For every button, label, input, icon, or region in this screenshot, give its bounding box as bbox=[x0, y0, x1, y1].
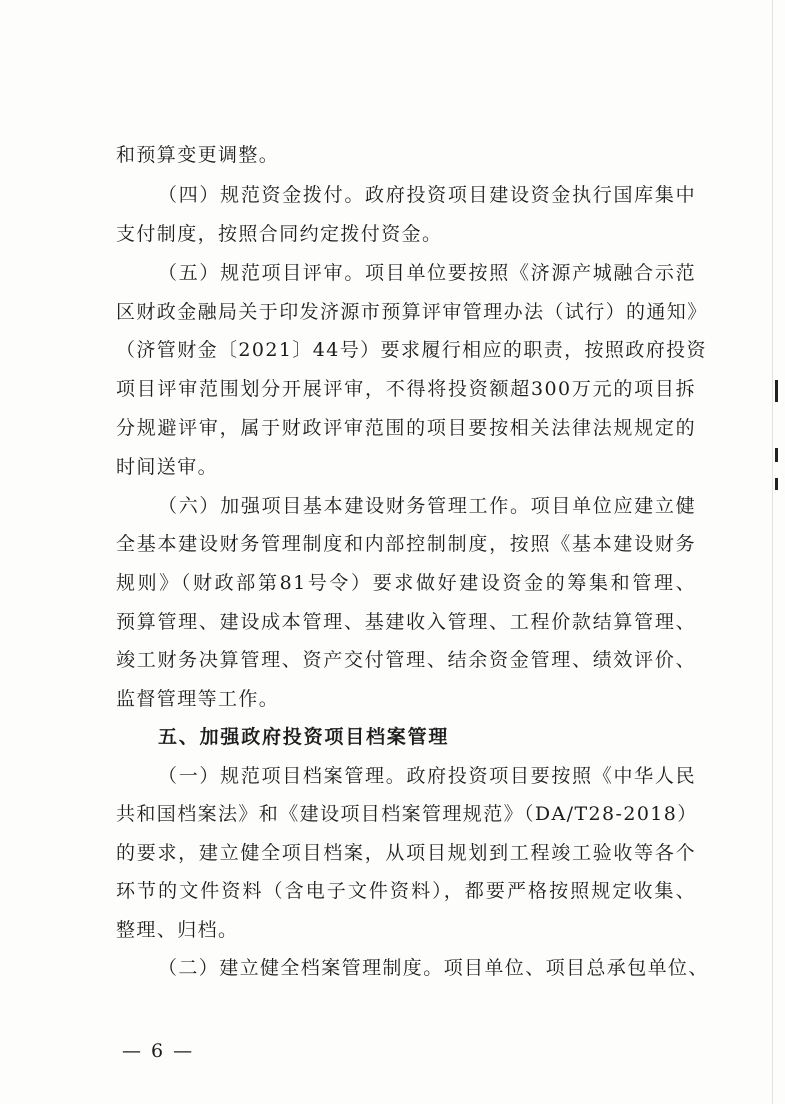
paragraph-1-title-line: （一）规范项目档案管理。政府投资项目要按照《中华人民 bbox=[158, 765, 696, 787]
body-line: 支付制度，按照合同约定拨付资金。 bbox=[116, 223, 443, 245]
edge-mark-3 bbox=[775, 478, 778, 490]
paragraph-4-title-line: （四）规范资金拨付。政府投资项目建设资金执行国库集中 bbox=[158, 184, 696, 206]
body-line: 的要求，建立健全项目档案，从项目规划到工程竣工验收等各个 bbox=[116, 842, 696, 864]
body-line: （济管财金〔2021〕44号）要求履行相应的职责，按照政府投资 bbox=[116, 339, 707, 361]
section-heading: 五、加强政府投资项目档案管理 bbox=[158, 726, 450, 748]
paragraph-6-title-line: （六）加强项目基本建设财务管理工作。项目单位应建立健 bbox=[158, 495, 696, 517]
paragraph-2-title-line: （二）建立健全档案管理制度。项目单位、项目总承包单位、 bbox=[158, 957, 709, 979]
body-line: 监督管理等工作。 bbox=[116, 688, 280, 710]
body-line: 整理、归档。 bbox=[116, 919, 239, 941]
body-line: 分规避评审，属于财政评审范围的项目要按相关法律法规规定的 bbox=[116, 417, 696, 439]
body-line: 预算管理、建设成本管理、基建收入管理、工程价款结算管理、 bbox=[116, 611, 696, 633]
body-line: 环节的文件资料（含电子文件资料），都要严格按照规定收集、 bbox=[116, 880, 696, 902]
body-line: 竣工财务决算管理、资产交付管理、结余资金管理、绩效评价、 bbox=[116, 649, 696, 671]
body-line: 项目评审范围划分开展评审，不得将投资额超300万元的项目拆 bbox=[116, 378, 696, 400]
body-line: 区财政金融局关于印发济源市预算评审管理办法（试行）的通知》 bbox=[116, 301, 708, 323]
edge-mark-1 bbox=[775, 380, 778, 402]
body-line: 规则》（财政部第81号令）要求做好建设资金的筹集和管理、 bbox=[116, 572, 696, 594]
page-edge-line bbox=[772, 0, 773, 1104]
edge-mark-2 bbox=[775, 448, 778, 462]
body-line: 和预算变更调整。 bbox=[116, 144, 280, 166]
paragraph-5-title-line: （五）规范项目评审。项目单位要按照《济源产城融合示范 bbox=[158, 262, 696, 284]
page-number: — 6 — bbox=[122, 1040, 195, 1062]
body-line: 时间送审。 bbox=[116, 456, 219, 478]
body-line: 共和国档案法》和《建设项目档案管理规范》（DA/T28-2018） bbox=[116, 803, 698, 825]
body-line: 全基本建设财务管理制度和内部控制制度，按照《基本建设财务 bbox=[116, 533, 696, 555]
